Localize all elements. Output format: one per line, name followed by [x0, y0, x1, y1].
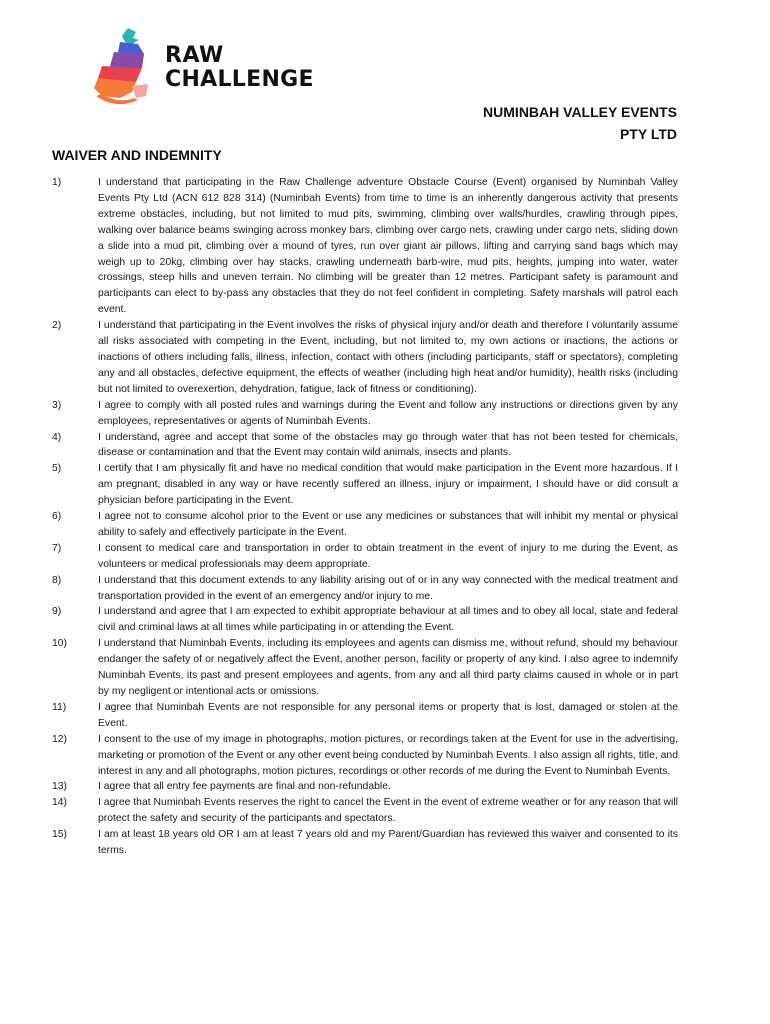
clause-text: I agree not to consume alcohol prior to the Event or use any medicines or substances that will inhibit my mental or physical ability to safely and effectively participate in the Event. — [98, 511, 678, 538]
clause-list — [52, 175, 678, 859]
clause-item — [52, 461, 678, 509]
clause-text: I understand, agree and accept that some of the obstacles may go through water that has not been tested for chemicals, disease or contamination and that the Event may contain wild animals, insects and plants. — [98, 431, 678, 459]
clause-number: 1) — [52, 177, 62, 188]
clause-item — [52, 779, 678, 795]
clause-number: 15) — [52, 829, 68, 841]
company-name-line1: NUMINBAH VALLEY EVENTS — [483, 104, 677, 120]
clause-item — [52, 175, 678, 318]
brand-line1: RAW — [165, 43, 224, 68]
brand-line2: CHALLENGE — [165, 67, 314, 92]
clause-text: I agree that Numinbah Events are not responsible for any personal items or property that is lost, damaged or stolen at the Event. — [98, 701, 678, 729]
runner-silhouette-icon — [92, 26, 164, 108]
clause-number: 5) — [52, 463, 62, 475]
company-name-line2: PTY LTD — [619, 126, 677, 142]
clause-item — [52, 827, 678, 859]
clause-item — [52, 573, 678, 605]
clause-text: I understand that this document extends to any liability arising out of or in any way connected with the medical treatment and transportation provided in the event of an emergency and/or injury to me. — [98, 574, 678, 602]
clause-number: 13) — [52, 781, 68, 793]
clause-item — [52, 430, 678, 462]
clause-number: 14) — [52, 797, 68, 809]
clause-text: I agree to comply with all posted rules and warnings during the Event and follow any instructions or directions given by any employees, representatives or agents of Numinbah Events. — [98, 399, 678, 427]
raw-challenge-logo — [92, 26, 314, 108]
clause-item — [52, 509, 678, 541]
clause-text: I understand that participating in the Event involves the risks of physical injury and/or death and therefore I voluntarily assume all risks associated with competing in the Event, including, but not limited to, my own actions or inactions, the actions or inactions of others including falls, illness, infection, contact with others (including participants, staff or spectators), completing any and all obstacles, defective equipment, the effects of weather (including high heat and/or humidity), health risks (including but not limited to overexertion, dehydration, fatigue, lack of fitness or conditioning). — [98, 320, 678, 395]
clause-number: 10) — [52, 638, 68, 650]
clause-item — [52, 398, 678, 430]
clause-number: 4) — [52, 431, 62, 443]
clause-text: I agree that Numinbah Events reserves the right to cancel the Event in the event of extreme weather or for any reason that will protect the safety and security of the participants and spectators. — [98, 797, 678, 825]
clause-item — [52, 795, 678, 827]
clause-text: I understand that Numinbah Events, including its employees and agents can dismiss me, without refund, should my behaviour endanger the safety of or negatively affect the Event, another person, facility or property of any kind. I also agree to indemnify Numinbah Events, its past and present employees and agents, from any and all third party claims caused in whole or in part by my negligent or intentional acts or omissions. — [98, 638, 678, 697]
clause-number: 11) — [52, 701, 67, 713]
brand-wordmark — [165, 44, 314, 92]
clause-item — [52, 700, 678, 732]
clause-text: I understand that participating in the Raw Challenge adventure Obstacle Course (Event) organised by Numinbah Valley Events Pty Ltd (ACN 612 828 314) (Numinbah Events) from time to time is an inherently dangerous activity that presents extreme obstacles, including, but not limited to mud pits, swimming, climbing over walls/hurdles, crawling through pipes, walking over balance beams swinging across monkey bars, climbing over cargo nets, crawling under cargo nets, sliding down a slide into a mud pit, climbing over a mound of tyres, run over giant air pillows, lifting and carrying sand bags which may weigh up to 20kg, climbing over hay stacks, crawling underneath barb-wire, mud pits, heights, jumping into water, water crossings, steep hills and uneven terrain. No climbing will be greater than 12 metres. Participant safety is paramount and participants can elect to by-pass any obstacles that they do not feel confident in completing. Safety marshals will patrol each event. — [98, 177, 678, 316]
clause-number: 2) — [52, 320, 62, 332]
clause-text: I understand and agree that I am expected to exhibit appropriate behaviour at all times and to obey all local, state and federal civil and criminal laws at all times while participating in or attending the Event. — [98, 606, 678, 634]
clause-item — [52, 541, 678, 573]
clause-text: I agree that all entry fee payments are final and non-refundable. — [98, 781, 391, 793]
clause-number: 6) — [52, 511, 62, 523]
company-name — [483, 101, 677, 145]
page-title: WAIVER AND INDEMNITY — [52, 147, 222, 163]
clause-text: I consent to the use of my image in photographs, motion pictures, or recordings taken at the Event for use in the advertising, marketing or promotion of the Event or any other event being conducted by Numinbah Events. I also assign all rights, title, and interest in any and all photographs, motion pictures, recordings or other records of me during the Event to Numinbah Events. — [98, 733, 678, 777]
clause-number: 9) — [52, 606, 62, 618]
clause-item — [52, 636, 678, 700]
clause-item — [52, 604, 678, 636]
clause-text: I consent to medical care and transportation in order to obtain treatment in the event of injury to me during the Event, as volunteers or medical professionals may deem appropriate. — [98, 542, 678, 570]
clause-item — [52, 732, 678, 780]
clause-text: I certify that I am physically fit and have no medical condition that would make participation in the Event more hazardous. If I am pregnant, disabled in any way or have recently suffered an illness, injury or impairment, I should have or did consult a physician before participating in the Event. — [98, 463, 678, 507]
clause-number: 8) — [52, 574, 62, 586]
clause-text: I am at least 18 years old OR I am at least 7 years old and my Parent/Guardian has reviewed this waiver and consented to its terms. — [98, 829, 678, 857]
clause-number: 3) — [52, 399, 62, 411]
clause-number: 12) — [52, 733, 68, 745]
clause-number: 7) — [52, 542, 62, 554]
clause-item — [52, 318, 678, 398]
